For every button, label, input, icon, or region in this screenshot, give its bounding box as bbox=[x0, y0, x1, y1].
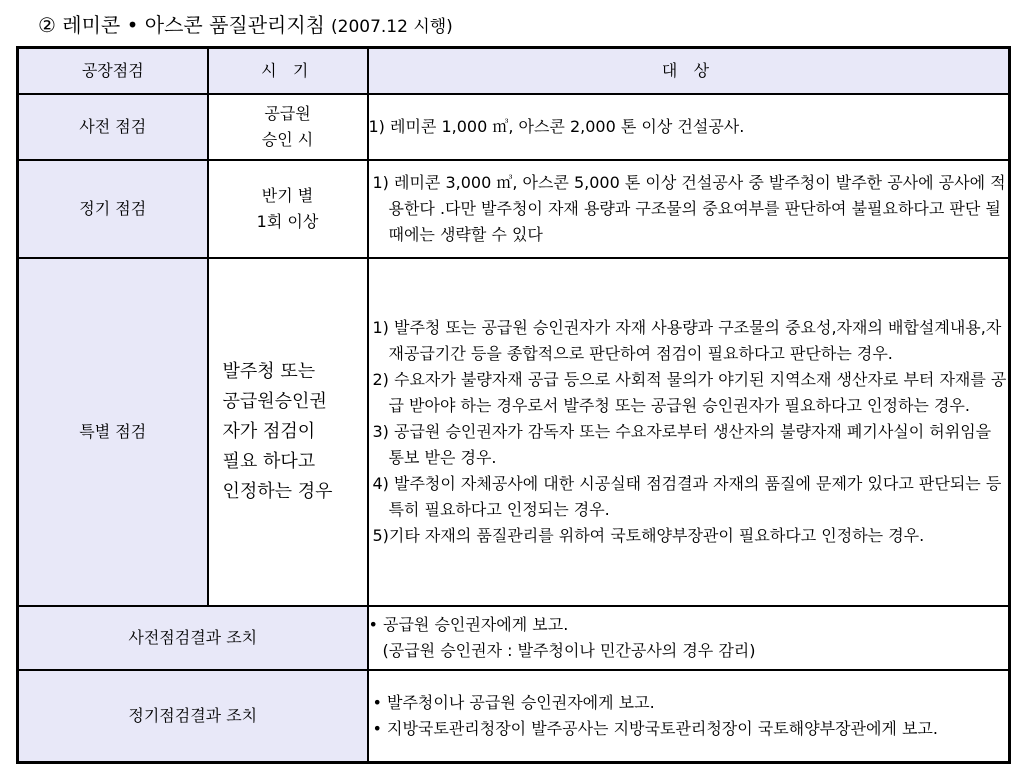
timing-line: 인정하는 경우 bbox=[222, 481, 333, 502]
timing-line: 공급원 bbox=[264, 104, 311, 123]
header-factory-inspection: 공장점검 bbox=[18, 48, 208, 95]
page-title bbox=[38, 8, 453, 42]
table-row-advance-result bbox=[18, 606, 1010, 670]
table-row-special bbox=[18, 258, 1010, 606]
row-label-periodic: 정기 점검 bbox=[18, 160, 208, 258]
target-item: • 지방국토관리청장이 발주공사는 지방국토관리청장이 국토해양부장관에게 보고. bbox=[372, 718, 938, 738]
timing-line: 발주청 또는 bbox=[222, 361, 316, 382]
target-item: 3) 공급원 승인권자가 감독자 또는 수요자로부터 생산자의 불량자재 폐기사실이 허위임을 통보 받은 경우. bbox=[372, 422, 992, 467]
target-periodic bbox=[368, 160, 1010, 258]
timing-line: 반기 별 bbox=[261, 186, 314, 205]
header-target: 대 상 bbox=[368, 48, 1010, 95]
target-item: 1) 발주청 또는 공급원 승인권자가 자재 사용량과 구조물의 중요성,자재의 배합설계내용,자재공급기간 등을 종합적으로 판단하여 점검이 필요하다고 판단하는 경우. bbox=[372, 318, 1002, 363]
timing-line: 공급원승인권 bbox=[222, 391, 327, 412]
title-main: ② 레미콘 • 아스콘 품질관리지침 bbox=[38, 13, 325, 37]
timing-special bbox=[208, 258, 368, 606]
target-item: 5)기타 자재의 품질관리를 위하여 국토해양부장관이 필요하다고 인정하는 경우. bbox=[372, 526, 925, 545]
target-item: 1) 레미콘 3,000 ㎥, 아스콘 5,000 톤 이상 건설공사 중 발주청이 발주한 공사에 공사에 적용한다 .다만 발주청이 자재 용량과 구조물의 중요여부를 판단하여 불필요하다고 판단 될 때에는 생략할 수 있다 bbox=[372, 173, 1006, 244]
target-special bbox=[368, 258, 1010, 606]
row-label-special: 특별 점검 bbox=[18, 258, 208, 606]
table-row-advance bbox=[18, 94, 1010, 160]
quality-inspection-table bbox=[16, 46, 1011, 764]
timing-line: 1회 이상 bbox=[256, 212, 319, 231]
timing-advance bbox=[208, 94, 368, 160]
table-header-row bbox=[18, 48, 1010, 95]
row-label-advance-result: 사전점검결과 조치 bbox=[18, 606, 368, 670]
target-advance bbox=[368, 94, 1010, 160]
header-timing: 시 기 bbox=[208, 48, 368, 95]
target-advance-result bbox=[368, 606, 1010, 670]
table-row-periodic-result bbox=[18, 670, 1010, 762]
row-label-periodic-result: 정기점검결과 조치 bbox=[18, 670, 368, 762]
table-row-periodic bbox=[18, 160, 1010, 258]
target-item: 1) 레미콘 1,000 ㎥, 아스콘 2,000 톤 이상 건설공사. bbox=[368, 117, 745, 136]
timing-line: 승인 시 bbox=[261, 130, 314, 149]
target-item: 4) 발주청이 자체공사에 대한 시공실태 점검결과 자재의 품질에 문제가 있다고 판단되는 등 특히 필요하다고 인정되는 경우. bbox=[372, 474, 1002, 519]
title-subtitle: (2007.12 시행) bbox=[331, 17, 453, 37]
timing-line: 자가 점검이 bbox=[222, 421, 316, 442]
timing-periodic bbox=[208, 160, 368, 258]
target-item: • 공급원 승인권자에게 보고. bbox=[368, 615, 569, 634]
timing-line: 필요 하다고 bbox=[222, 451, 316, 472]
target-item: • 발주청이나 공급원 승인권자에게 보고. bbox=[372, 692, 655, 712]
target-item: 2) 수요자가 불량자재 공급 등으로 사회적 물의가 야기된 지역소재 생산자로 부터 자재를 공급 받아야 하는 경우로서 발주청 또는 공급원 승인권자가 필요하다고 인정하는 경우. bbox=[372, 370, 1007, 415]
row-label-advance: 사전 점검 bbox=[18, 94, 208, 160]
target-periodic-result bbox=[368, 670, 1010, 762]
target-item: (공급원 승인권자 : 발주청이나 민간공사의 경우 감리) bbox=[382, 641, 756, 660]
